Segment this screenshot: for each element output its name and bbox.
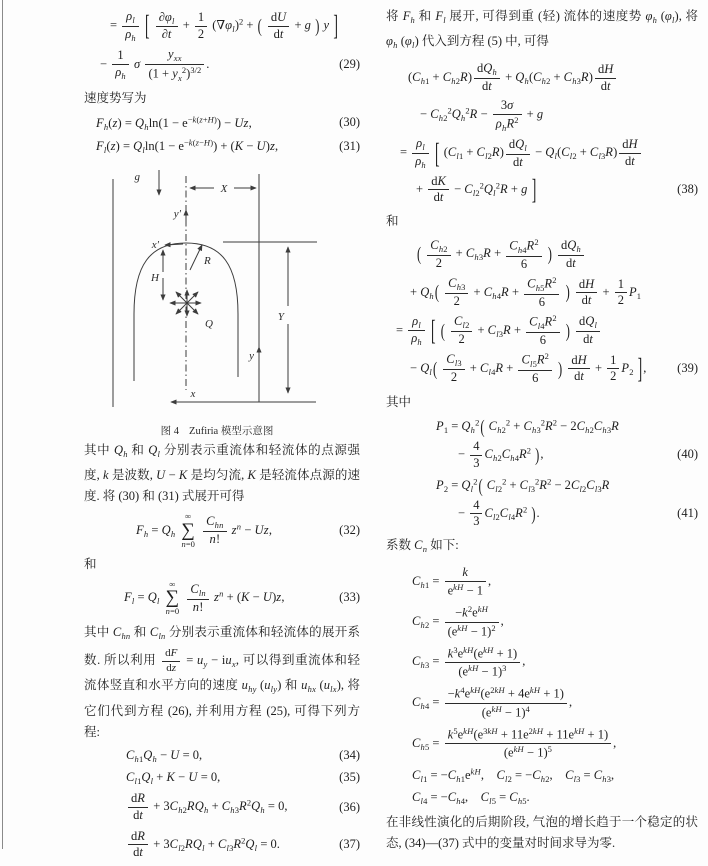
equation: $C_{h4}$ = $\frac{-k^4e^{kH}(e^{2kH} + 4e^{kH} + 1)}{(e^{kH} - 1)^4}$ , (412, 685, 573, 720)
figure-label-source-strength: Q (205, 318, 213, 331)
figure-label-x-distance: X (220, 183, 228, 196)
right-column (386, 4, 698, 856)
equation: $C_{l4} = -C_{h4}$, $C_{l5} = C_{h5}$. (412, 790, 530, 807)
equation: $C_{l1} = -C_{h1}e^{kH}$, $C_{l2} = -C_{h2}$, $C_{l3} = C_{h3}$, (412, 766, 615, 785)
equation: ( $\frac{C_{h2}}{2}$ + $C_{h3}R$ + $\frac{C_{h4}R^2}{6}$ ) $\frac{dQ_h}{dt}$ + $Q_h$( $\frac{C_{h3}}{2}$ + $C_{h4}R$ + $\frac{C_{h5}R^2}{6}$ ) $\frac{dH}{dt}$ + $\frac{1}{2}$ $P_1$ = $\frac{\rho_l}{\rho_h}$ [ ( $\frac{C_{l2}}{2}$ + $C_{l3}R$ + $\frac{C_{l4}R^2}{6}$ ) $\frac{dQ_l}{dt}$ − $Q_l$( $\frac{C_{l3}}{2}$ + $C_{l4}R$ + $\frac{C_{l5}R^2}{6}$ ) $\frac{dH}{dt}$ + $\frac{1}{2}$ $P_2$ ], (39) (396, 236, 698, 385)
paragraph: 和 (84, 557, 97, 572)
x-prime-axis-arrow (165, 244, 183, 245)
equation: $P_2 = Q_l^2$( $C_{l2}^2 + C_{l3}^2R^2 - 2C_{l2}C_{l3}R$ − $\frac{4}{3}$ $C_{l2}C_{l4}R^2$ ). (41) (436, 475, 698, 529)
equation: $F_l = Q_l$ ∞ ∑ n=0 $\frac{C_{ln}}{n!}$ $z^n + (K - U)z$, (33) (124, 579, 360, 617)
equation: $C_{l1}Q_l + K - U = 0$, (35) (126, 769, 360, 786)
figure-label-x-prime-axis: x′ (151, 239, 159, 252)
paragraph: 在非线性演化的后期阶段, 气泡的增长趋于一个稳定的状态, (34)—(37) 式中的变量对时间求导为零. (386, 814, 698, 850)
equation: $F_h(z) = Q_h\ln(1 - e^{-k(z+H)}) - Uz$, (30) (96, 114, 360, 132)
equation: = $\frac{\rho_l}{\rho_h}$ [ $\frac{\partial\varphi_l}{\partial t}$ + $\frac{1}{2}$ $(\nabla\varphi_l)^2$ + ( $\frac{dU}{dt}$ + g ) y ] − $\frac{1}{\rho_h}$ σ $\frac{y_{xx}}{(1 + y_x^2)^{3/2}}$ . (29) (100, 9, 360, 83)
figure-caption-number: 图 4 (160, 426, 180, 438)
equation-number: (33) (339, 590, 360, 605)
paragraph: 其中 $Q_h$ 和 $Q_l$ 分别表示重流体和轻流体的点源强度, k 是波数, U − K 是均匀流, K 是轻流体点源的速度. 将 (30) 和 (31) 式展开可得 (84, 443, 360, 504)
figure-caption-text: Zufiria 模型示意图 (189, 426, 274, 438)
equation-number: (35) (339, 770, 360, 785)
paragraph: 将 $F_h$ 和 $F_l$ 展开, 可得到重 (轻) 流体的速度势 $\varphi_h$ $(\varphi_l)$, 将 $\varphi_h$ $(\varphi_l)$ 代入到方程 (5) 中, 可得 (386, 9, 698, 51)
equation-number: (29) (339, 57, 360, 72)
figure-label-radius: R (204, 255, 211, 268)
paragraph: 速度势写为 (84, 91, 147, 106)
equation: $F_l(z) = Q_l\ln(1 - e^{-k(z-H)}) + (K - U)z$, (31) (96, 137, 360, 156)
equation: $F_h = Q_h$ ∞ ∑ n=0 $\frac{C_{hn}}{n!}$ $z^n - Uz$, (32) (136, 511, 360, 549)
figure-label-gravity: g (134, 171, 140, 184)
equation: $C_{h3}$ = $\frac{k^3e^{kH}(e^{kH} + 1)}{(e^{kH} - 1)^3}$ , (412, 644, 526, 679)
paragraph: 和 (386, 213, 399, 228)
equation: $\frac{dR}{dt}$ + $3C_{l2}RQ_l + C_{l3}R^2Q_l = 0$. (37) (84, 829, 360, 861)
equation: $\frac{dR}{dt}$ + $3C_{h2}RQ_h + C_{h3}R^2Q_h = 0$, (36) (84, 791, 360, 823)
equation-number: (34) (339, 748, 360, 763)
equation: $(C_{h1} + C_{h2}R)$ $\frac{dQ_h}{dt}$ + $Q_h(C_{h2} + C_{h3}R)$ $\frac{dH}{dt}$ − $C_{h2}^2Q_h^2R$ − $\frac{3\sigma}{\rho_hR^2}$ + g = $\frac{\rho_l}{\rho_h}$ [ $(C_{l1} + C_{l2}R)$ $\frac{dQ_l}{dt}$ − $Q_l(C_{l2} + C_{l3}R)$ $\frac{dH}{dt}$ + $\frac{dK}{dt}$ − $C_{l2}^2Q_l^2R + g$ ] (38) (400, 61, 698, 205)
radius-arrow (190, 245, 202, 270)
figure-diagram (86, 164, 348, 416)
figure (86, 164, 360, 438)
paragraph: 系数 $C_n$ 如下: (386, 538, 459, 555)
equation-number: (40) (677, 447, 698, 462)
equation-number: (39) (677, 361, 698, 376)
scan-edge-line (2, 0, 3, 849)
equation-number: (41) (677, 506, 698, 521)
equation-number: (32) (339, 522, 360, 537)
figure-label-y-distance: Y (277, 311, 284, 324)
figure-label-y-prime-axis: y′ (173, 208, 181, 221)
equation: $P_1 = Q_h^2$( $C_{h2}^2 + C_{h3}^2R^2 - 2C_{h2}C_{h3}R$ − $\frac{4}{3}$ $C_{h2}C_{h4}R^2$ ), (40) (436, 416, 698, 470)
paragraph: 其中 (386, 394, 412, 409)
figure-label-h-distance: H (151, 272, 159, 285)
figure-label-x-axis: x (190, 388, 196, 401)
equation: $C_{h5}$ = $\frac{k^5e^{kH}(e^{3kH} + 11e^{2kH} + 11e^{kH} + 1)}{(e^{kH} - 1)^5}$ , (412, 726, 617, 760)
equation: $C_{h1}Q_h - U = 0$, (34) (126, 747, 360, 764)
equation: $C_{h1}$ = $\frac{k}{e^{kH} - 1}$ , (412, 565, 492, 598)
equation-number: (36) (339, 799, 360, 814)
left-column (84, 4, 360, 866)
equation-number: (30) (339, 115, 360, 130)
figure-label-y-axis: y (249, 350, 254, 363)
equation-number: (38) (677, 182, 698, 197)
paragraph: 其中 $C_{hn}$ 和 $C_{ln}$ 分别表示重流体和轻流体的展开系数. 所以利用 $\frac{dF}{dz}$ = $u_y - iu_x$, 可以得到重流体和轻流体竖直和水平方向的速度 $u_{hy}$ $(u_{ly})$ 和 $u_{hx}$ $(u_{lx})$, 将它们代到方程 (26), 并利用方程 (25), 可得下列方程: (84, 624, 360, 739)
figure-caption (86, 423, 348, 438)
equation: $C_{h2}$ = $\frac{-k^2e^{kH}}{(e^{kH} - 1)^2}$ , (412, 604, 504, 639)
equation-number: (37) (339, 836, 360, 851)
equation-number: (31) (339, 139, 360, 153)
